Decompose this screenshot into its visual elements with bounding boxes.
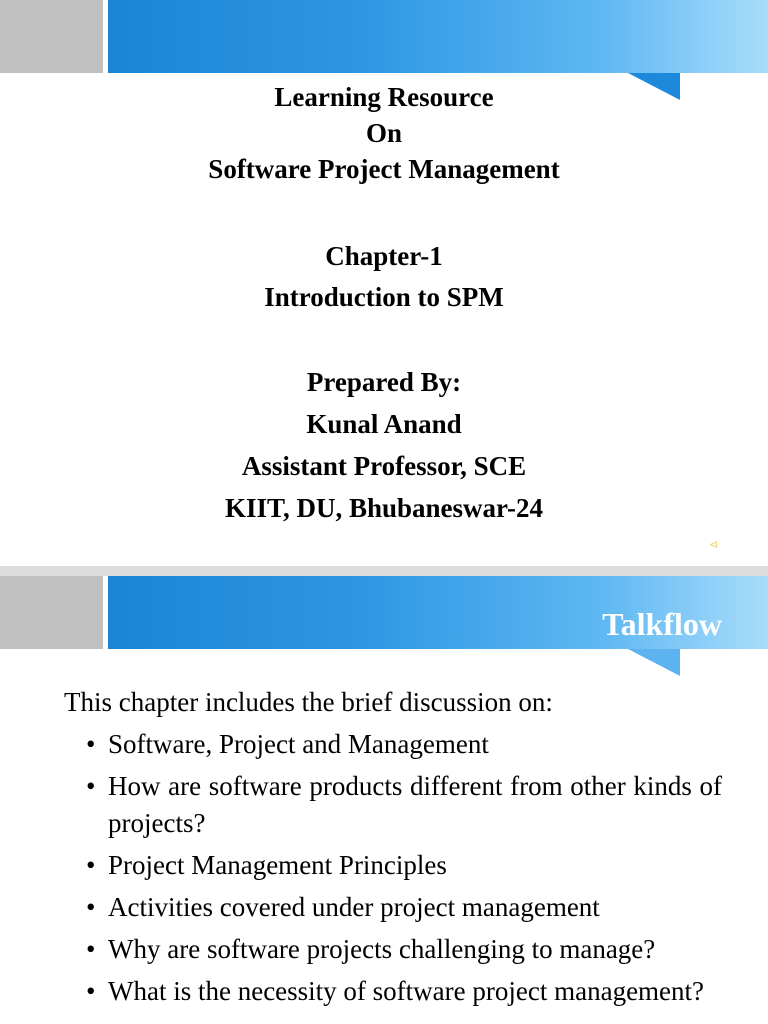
banner-tab-shape-2 [628, 649, 680, 676]
bullet-icon: • [86, 729, 96, 759]
bullet-icon: • [86, 934, 96, 964]
slide-divider [0, 566, 768, 576]
list-item: • Why are software projects challenging to manage? [86, 931, 722, 968]
author-block [0, 361, 768, 529]
bullet-icon: • [86, 976, 96, 1006]
list-item: • Software, Project and Management [86, 726, 722, 763]
list-item: • Project Management Principles [86, 847, 722, 884]
chapter-block [0, 236, 768, 318]
author-name: Kunal Anand [306, 409, 462, 439]
list-item: • Activities covered under project management [86, 889, 722, 926]
prepared-by-label: Prepared By: [306, 367, 462, 397]
slide-heading: Talkflow [602, 606, 722, 642]
title-line-3: Software Project Management [208, 154, 560, 184]
title-line-2: On [365, 118, 403, 148]
bullet-icon: • [86, 892, 96, 922]
chapter-number: Chapter-1 [325, 241, 443, 271]
gray-header-block-2 [0, 576, 103, 649]
intro-text: This chapter includes the brief discussion on: [64, 687, 553, 717]
chapter-title: Introduction to SPM [264, 282, 504, 312]
bullet-icon: • [86, 771, 96, 801]
slide-talkflow [0, 576, 768, 1024]
author-designation: Assistant Professor, SCE [241, 451, 527, 481]
list-item: • What is the necessity of software project management? [86, 973, 722, 1010]
gray-header-block [0, 0, 103, 73]
author-affiliation: KIIT, DU, Bhubaneswar-24 [224, 493, 544, 523]
bullet-icon: • [86, 850, 96, 880]
slide-mark-icon: ⊲ [709, 539, 719, 551]
list-item: • How are software products different from other kinds of projects? [86, 768, 722, 842]
blue-header-banner [108, 0, 768, 73]
topic-list [86, 726, 722, 1015]
presentation-title [0, 79, 768, 187]
title-line-1: Learning Resource [274, 82, 494, 112]
